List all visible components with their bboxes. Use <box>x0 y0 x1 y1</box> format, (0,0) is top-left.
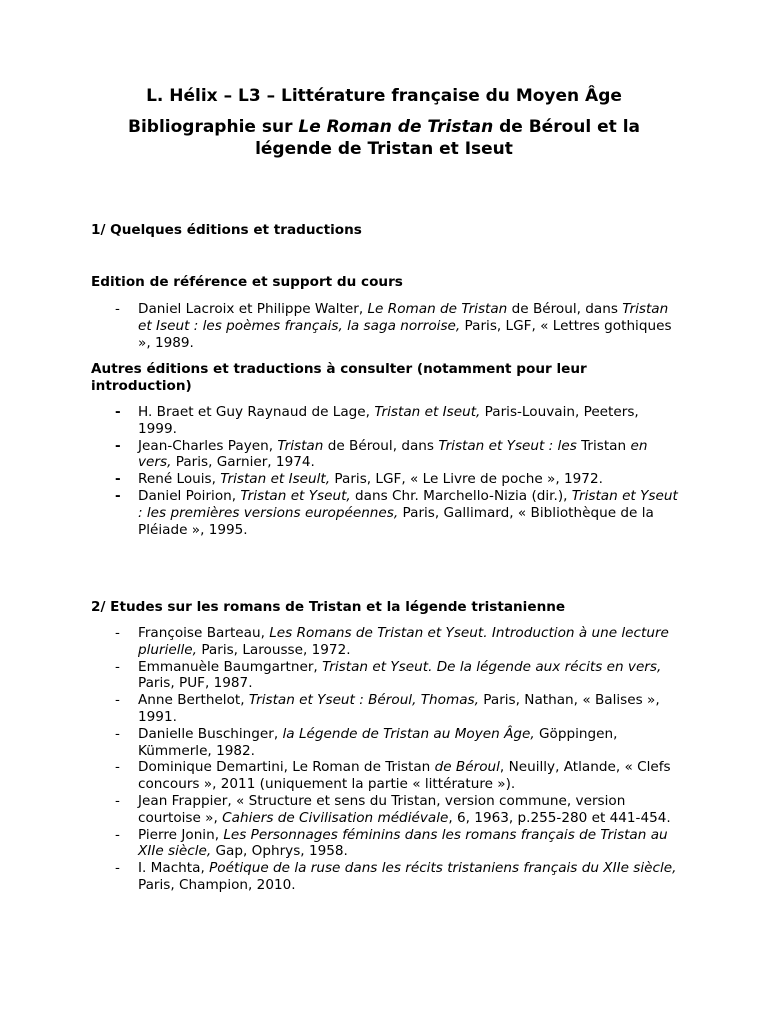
citation-text: Paris, Garnier, 1974. <box>171 454 315 471</box>
citation-text: Paris, LGF, « Lettres gothiques », 1989. <box>138 317 672 351</box>
bullet-dash: - <box>115 404 121 420</box>
citation-text: Paris, Larousse, 1972. <box>197 641 351 658</box>
citation-text: Jean-Charles Payen, <box>138 437 278 454</box>
bullet-dash: - <box>115 860 120 877</box>
citation-title: Tristan et Yseut : les premières versions européennes, <box>138 487 678 521</box>
citation-title: la Légende de Tristan au Moyen Âge, <box>282 725 535 742</box>
bullet-dash: - <box>115 692 120 709</box>
citation-text: Pierre Jonin, <box>138 826 224 843</box>
citation-text: Paris, PUF, 1987. <box>138 675 253 692</box>
citation-text: Françoise Barteau, <box>138 625 270 641</box>
bullet-dash: - <box>115 826 120 843</box>
bullet-dash: - <box>115 471 121 488</box>
bullet-dash: - <box>115 759 120 776</box>
citation-title: Tristan et Iseult, <box>220 471 331 488</box>
citation-text: Daniel Lacroix et Philippe Walter, <box>138 301 368 317</box>
bullet-dash: - <box>115 301 120 317</box>
citation-title: Les Romans de Tristan et Yseut. Introduction à une lecture plurielle, <box>138 625 669 658</box>
citation-text: , Neuilly, Atlande, « Clefs concours », 2011 (uniquement la partie « littérature »). <box>138 759 671 793</box>
citation-text: René Louis, <box>138 471 221 488</box>
subtitle-suffix: de Béroul et la <box>493 117 640 137</box>
citation-title: en vers, <box>138 437 648 471</box>
citation-text: Paris, Gallimard, « Bibliothèque de la Pléiade », 1995. <box>138 504 654 538</box>
document-title: L. Hélix – L3 – Littérature française du Moyen Âge <box>146 86 622 106</box>
ref-edition-heading: Edition de référence et support du cours <box>91 274 403 290</box>
citation-text: dans Chr. Marchello-Nizia (dir.), <box>350 487 572 504</box>
list-item <box>0 726 678 760</box>
list-item <box>0 488 678 538</box>
bullet-dash: - <box>115 792 120 809</box>
citation-text: Paris, LGF, « Le Livre de poche », 1972. <box>330 471 603 488</box>
citation-text: de Béroul, dans <box>507 301 623 317</box>
citation-text: Tristan <box>576 437 631 454</box>
bullet-dash: - <box>115 725 120 742</box>
citation-title: Les Personnages féminins dans les romans français de Tristan au XIIe siècle, <box>138 826 668 860</box>
citation-text: de Béroul, dans <box>323 437 439 454</box>
citation-title: Tristan et Yseut : Béroul, Thomas, <box>248 692 479 709</box>
citation-text: Paris, Nathan, « Balises », 1991. <box>138 692 660 725</box>
citation-text: Dominique Demartini, Le Roman de Tristan <box>138 759 435 776</box>
list-item <box>0 438 678 472</box>
other-editions-list <box>0 404 678 538</box>
citation-title: Tristan et Yseut : les <box>438 437 577 454</box>
other-editions-heading: Autres éditions et traductions à consulter (notamment pour leur introduction) <box>91 361 587 394</box>
citation-text: Daniel Poirion, <box>138 487 241 504</box>
citation-title: de Béroul <box>434 759 500 776</box>
document-subtitle <box>90 116 678 160</box>
list-item <box>0 404 678 438</box>
citation-text: H. Braet et Guy Raynaud de Lage, <box>138 404 375 420</box>
citation-title: Tristan et Iseut : les poèmes français, la saga norroise, <box>138 301 669 334</box>
studies-list <box>0 625 678 894</box>
citation-text: Emmanuèle Baumgartner, <box>138 658 323 675</box>
citation-text: , 6, 1963, p.255-280 et 441-454. <box>448 809 671 826</box>
citation-title: Tristan <box>277 437 324 454</box>
list-item <box>0 625 678 659</box>
bullet-dash: - <box>115 658 120 675</box>
bullet-dash: - <box>115 487 121 504</box>
bullet-dash: - <box>115 625 120 641</box>
citation-title: Tristan et Yseut. De la légende aux récits en vers, <box>322 658 662 675</box>
citation-text: Danielle Buschinger, <box>138 725 283 742</box>
list-item <box>0 659 678 693</box>
citation-title: Tristan et Yseut, <box>240 487 351 504</box>
list-item <box>0 301 678 351</box>
citation-text: Paris-Louvain, Peeters, 1999. <box>138 404 639 437</box>
subtitle-italic: Le Roman de Tristan <box>298 117 494 137</box>
citation-title: Le Roman de Tristan <box>367 301 508 317</box>
citation-title: Cahiers de Civilisation médiévale <box>222 809 449 826</box>
subtitle-prefix: Bibliographie sur <box>128 117 299 137</box>
section2-heading: 2/ Etudes sur les romans de Tristan et la légende tristanienne <box>91 599 566 615</box>
list-item <box>0 471 678 488</box>
citation-text: Gap, Ophrys, 1958. <box>211 843 348 860</box>
citation-title: Tristan et Iseut, <box>374 404 481 420</box>
citation-text: Anne Berthelot, <box>138 692 249 709</box>
section1-heading: 1/ Quelques éditions et traductions <box>91 222 362 238</box>
list-item <box>0 793 678 827</box>
subtitle-line3: légende de Tristan et Iseut <box>255 139 513 159</box>
citation-title: Poétique de la ruse dans les récits tristaniens français du XIIe siècle, <box>209 860 677 877</box>
bullet-dash: - <box>115 437 121 454</box>
ref-edition-list <box>0 301 678 351</box>
list-item <box>0 860 678 894</box>
list-item <box>0 827 678 861</box>
list-item <box>0 759 678 793</box>
citation-text: Jean Frappier, « Structure et sens du Tristan, version commune, version courtoise », <box>138 792 626 826</box>
citation-text: Paris, Champion, 2010. <box>138 876 296 893</box>
citation-text: Göppingen, Kümmerle, 1982. <box>138 725 618 759</box>
citation-text: I. Machta, <box>138 860 210 877</box>
list-item <box>0 692 678 726</box>
